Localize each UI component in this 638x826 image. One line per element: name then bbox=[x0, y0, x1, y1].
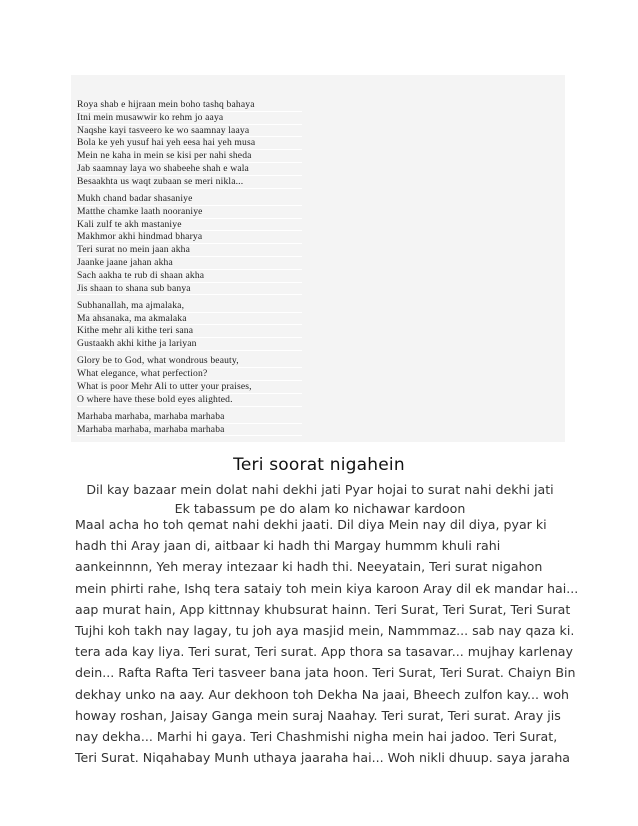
lyric-line: Jab saamnay laya wo shabeehe shah e wala bbox=[77, 163, 302, 176]
lyric-line: Mein ne kaha in mein se kisi per nahi sheda bbox=[77, 150, 302, 163]
body-line: Teri Surat. Niqahabay Munh uthaya jaaraha hai... Woh nikli dhuup. saya jaraha bbox=[75, 750, 571, 766]
lyric-line: O where have these bold eyes alighted. bbox=[77, 394, 302, 407]
lyric-line: Kithe mehr ali kithe teri sana bbox=[77, 325, 302, 338]
lyric-line: Marhaba marhaba, marhaba marhaba bbox=[77, 424, 302, 437]
lyric-line: Teri surat no mein jaan akha bbox=[77, 244, 302, 257]
body-line: Tujhi koh takh nay lagay, tu joh aya masjid mein, Nammmaz... sab nay qaza ki. bbox=[75, 623, 575, 639]
lyric-line: Mukh chand badar shasaniye bbox=[77, 193, 302, 206]
stanza-2 bbox=[77, 193, 561, 295]
lyrics-block bbox=[71, 75, 565, 442]
body-line: hadh thi Aray jaan di, aitbaar ki hadh thi Margay hummm khuli rahi bbox=[75, 538, 501, 554]
page-title: Teri soorat nigahein bbox=[233, 455, 405, 475]
lyric-line: Sach aakha te rub di shaan akha bbox=[77, 270, 302, 283]
body-line: howay roshan, Jaisay Ganga mein suraj Naahay. Teri surat, Teri surat. Aray jis bbox=[75, 707, 561, 723]
stanza-4 bbox=[77, 355, 561, 406]
body-line: dekhay unko na aay. Aur dekhoon toh Dekha Na jaai, Bheech zulfon kay... woh bbox=[75, 686, 570, 702]
lyric-line: Kali zulf te akh mastaniye bbox=[77, 219, 302, 232]
body-paragraph bbox=[75, 514, 579, 768]
lyric-line: What elegance, what perfection? bbox=[77, 368, 302, 381]
lyric-line: Bola ke yeh yusuf hai yeh eesa hai yeh musa bbox=[77, 137, 302, 150]
stanza-3 bbox=[77, 300, 561, 351]
subtitle: Dil kay bazaar mein dolat nahi dekhi jati Pyar hojai to surat nahi dekhi jati Ek tabassum pe do alam ko nichawar kardoon bbox=[86, 482, 554, 516]
stanza-5 bbox=[77, 411, 561, 437]
lyric-line: Marhaba marhaba, marhaba marhaba bbox=[77, 411, 302, 424]
lyric-line: Glory be to God, what wondrous beauty, bbox=[77, 355, 302, 368]
body-line: nay dekha... Marhi hi gaya. Teri Chashmishi nigha mein hai jadoo. Teri Surat, bbox=[75, 729, 558, 745]
lyric-line: Ma ahsanaka, ma akmalaka bbox=[77, 313, 302, 326]
lyric-line: Subhanallah, ma ajmalaka, bbox=[77, 300, 302, 313]
lyric-line: Makhmor akhi hindmad bharya bbox=[77, 231, 302, 244]
body-line: mein phirti rahe, Ishq tera sataiy toh mein kiya karoon Aray dil ek mandar hai... bbox=[75, 580, 579, 596]
lyric-line: What is poor Mehr Ali to utter your praises, bbox=[77, 381, 302, 394]
lyric-line: Itni mein musawwir ko rehm jo aaya bbox=[77, 112, 302, 125]
lyric-line: Matthe chamke laath nooraniye bbox=[77, 206, 302, 219]
lyrics-text bbox=[77, 99, 561, 441]
body-line: tera ada kay liya. Teri surat, Teri surat. App thora sa tasavar... mujhay karlenay bbox=[75, 644, 573, 660]
lyric-line: Jaanke jaane jahan akha bbox=[77, 257, 302, 270]
body-line: Maal acha ho toh qemat nahi dekhi jaati. Dil diya Mein nay dil diya, pyar ki bbox=[75, 517, 547, 532]
lyric-line: Jis shaan to shana sub banya bbox=[77, 283, 302, 296]
lyric-line: Gustaakh akhi kithe ja lariyan bbox=[77, 338, 302, 351]
body-line: aankeinnnn, Yeh meray intezaar ki hadh thi. Neeyatain, Teri surat nigahon bbox=[75, 559, 543, 575]
body-line: dein... Rafta Rafta Teri tasveer bana jata hoon. Teri Surat, Teri Surat. Chaiyn Bin bbox=[75, 665, 576, 681]
lyric-line: Roya shab e hijraan mein boho tashq bahaya bbox=[77, 99, 302, 112]
body-line: aap murat hain, App kittnnay khubsurat hainn. Teri Surat, Teri Surat, Teri Surat bbox=[75, 601, 571, 617]
stanza-1 bbox=[77, 99, 561, 189]
lyric-line: Besaakhta us waqt zubaan se meri nikla... bbox=[77, 176, 302, 189]
lyric-line: Naqshe kayi tasveero ke wo saamnay laaya bbox=[77, 125, 302, 138]
